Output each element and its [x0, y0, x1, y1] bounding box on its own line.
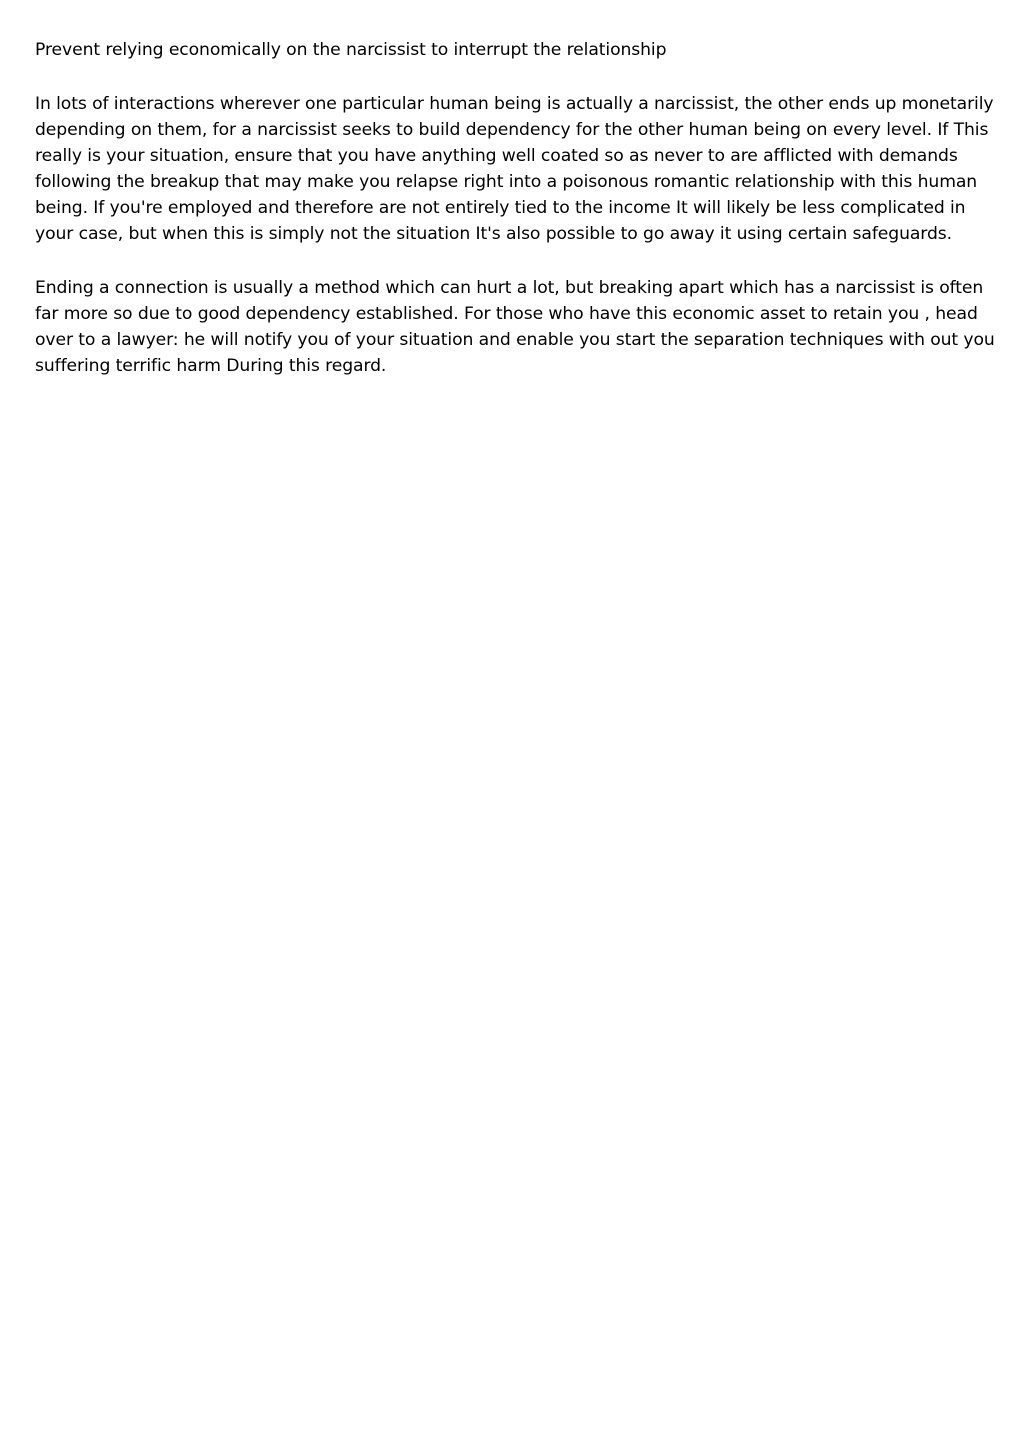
paragraph-1: In lots of interactions wherever one particular human being is actually a narcissist, the other ends up monetarily depending on them, for a narcissist seeks to build dependency for the other human being on every level. If This really is your situation, ensure that you have anything well coated so as never to are afflicted with demands following the breakup that may make you relapse right into a poisonous romantic relationship with this human being. If you're employed and therefore are not entirely tied to the income It will likely be less complicated in your case, but when this is simply not the situation It's also possible to go away it using certain safeguards. — [35, 94, 994, 244]
document-title: Prevent relying economically on the narcissist to interrupt the relationship — [35, 40, 667, 60]
paragraph-2: Ending a connection is usually a method which can hurt a lot, but breaking apart which has a narcissist is often far more so due to good dependency established. For those who have this economic asset to retain you , head over to a lawyer: he will notify you of your situation and enable you start the separation techniques with out you suffering terrific harm During this regard. — [35, 278, 995, 376]
document-body — [35, 37, 995, 407]
